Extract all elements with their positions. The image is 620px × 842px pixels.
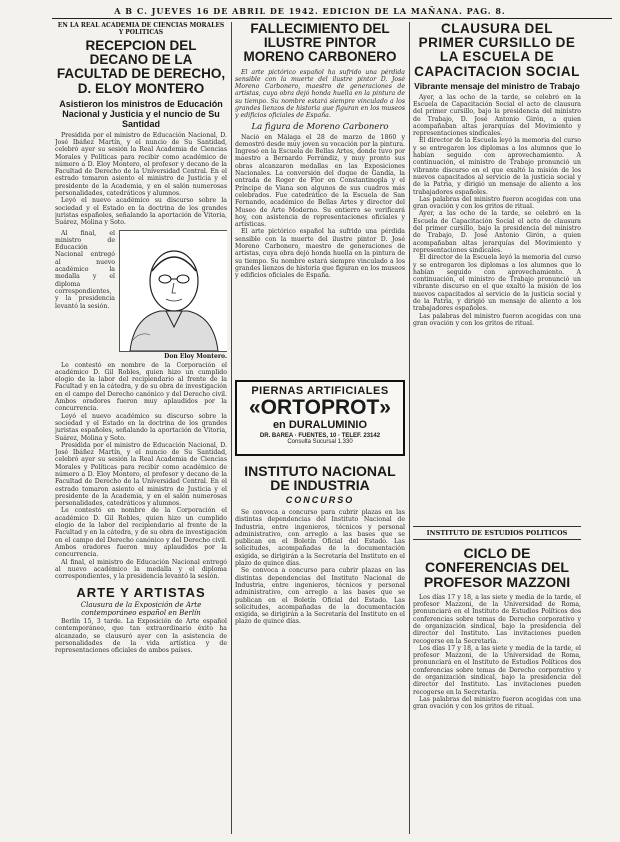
subheadline-concurso: CONCURSO bbox=[285, 494, 355, 505]
headline-montero: RECEPCION DEL DECANO DE LA FACULTAD DE DERECHO, D. ELOY MONTERO bbox=[56, 38, 226, 96]
column-1 bbox=[55, 22, 227, 832]
headline-moreno: FALLECIMIENTO DEL ILUSTRE PINTOR MORENO CARBONERO bbox=[243, 22, 397, 65]
headline-instituto: INSTITUTO NACIONAL DE INDUSTRIA bbox=[244, 462, 396, 494]
column-divider bbox=[231, 22, 232, 834]
article-text-ciclo: Los días 17 y 18, a las siete y media de la tarde, el profesor Mazzoni, de la Universidad de Roma, pronunciará en el Instituto de Estudios Políticos dos conferencias sobre temas de Derecho corporativo y de organización sindical, bajo la presidencia del director del Instituto. Las invitaciones pueden recogerse en la Secretaría. Los días 17 y 18, a las siete y media de la tarde, el profesor Mazzoni, de la Universidad de Roma, pronunciará en el Instituto de Estudios Políticos dos conferencias sobre temas de Derecho corporativo y de organización sindical, bajo la presidencia del director del Instituto. Las invitaciones pueden recogerse en la Secretaría. Las palabras del ministro fueron acogidas con una gran ovación y con los gritos de ritual. bbox=[413, 593, 581, 711]
article-text: Presidida por el ministro de Educación Nacional, D. José Ibáñez Martín, y el nuncio de Su Santidad, celebró ayer su sesión la Real Academia de Ciencias Morales y Políticas para recibir como académico de número a D. Eloy Montero, el profesor y decano de la Facultad de Derecho de la Universidad Central. En el estrado tomaron asiento el ministro de Justicia y el presidente de la Academia, y en el salón numerosas personalidades, catedráticos y alumnos. Leyó el nuevo académico su discurso sobre la sociedad y el Estado en la doctrina de los grandes juristas españoles, señalando la aportación de Vitoria, Suárez, Molina y Soto. bbox=[55, 131, 227, 227]
article-text-side: Al final, el ministro de Educación Nacional entregó al nuevo académico la medalla y el diploma correspondientes, y la presidencia levantó la sesión. bbox=[55, 229, 115, 310]
kicker-instituto-estudios: INSTITUTO DE ESTUDIOS POLITICOS bbox=[426, 528, 568, 537]
column-divider bbox=[409, 22, 410, 834]
column-3 bbox=[413, 22, 581, 832]
article-text-instituto: Se convoca a concurso para cubrir plazas en las distintas dependencias del Instituto Nacional de Industria, entre ingenieros, técnicos y personal administrativo, con arreglo a las bases que se publican en el Boletín Oficial del Estado. Las solicitudes, acompañadas de la documentación exigida, se dirigirán a la Secretaría del Instituto en el plazo de quince días. Se convoca a concurso para cubrir plazas en las distintas dependencias del Instituto Nacional de Industria, entre ingenieros, técnicos y personal administrativo, con arreglo a las bases que se publican en el Boletín Oficial del Estado. Las solicitudes, acompañadas de la documentación exigida, se dirigirán a la Secretaría del Instituto en el plazo de quince días. bbox=[235, 508, 405, 626]
headline-clausura: CLAUSURA DEL PRIMER CURSILLO DE LA ESCUELA DE CAPACITACION SOCIAL bbox=[414, 22, 580, 79]
subheadline-arte: Clausura de la Exposición de Arte contemporáneo español en Berlín bbox=[80, 601, 202, 618]
column-2 bbox=[235, 22, 405, 832]
section-rule bbox=[413, 526, 581, 527]
header-rule bbox=[52, 18, 612, 19]
page-header: A B C. JUEVES 16 DE ABRIL DE 1942. EDICION DE LA MAÑANA. PAG. 8. bbox=[114, 6, 506, 16]
headline-ciclo: CICLO DE CONFERENCIAS DEL PROFESOR MAZZONI bbox=[423, 544, 571, 591]
section-rule bbox=[413, 539, 581, 540]
article-text-2: Le contestó en nombre de la Corporación el académico D. Gil Robles, quien hizo un cumplido elogio de la labor del recipiendario al frente de la Facultad y en la cátedra, y de su obra de investigación en el campo del Derecho canónico y del Derecho civil. Ambos oradores fueron muy aplaudidos por la concurrencia. Leyó el nuevo académico su discurso sobre la sociedad y el Estado en la doctrina de los grandes juristas españoles, señalando la aportación de Vitoria, Suárez, Molina y Soto. Presidida por el ministro de Educación Nacional, D. José Ibáñez Martín, y el nuncio de Su Santidad, celebró ayer su sesión la Real Academia de Ciencias Morales y Políticas para recibir como académico de número a D. Eloy Montero, el profesor y decano de la Facultad de Derecho de la Universidad Central. En el estrado tomaron asiento el ministro de Justicia y el presidente de la Academia, y en el salón numerosas personalidades, catedráticos y alumnos. Le contestó en nombre de la Corporación el académico D. Gil Robles, quien hizo un cumplido elogio de la labor del recipiendario al frente de la Facultad y en la cátedra, y de su obra de investigación en el campo del Derecho canónico y del Derecho civil. Ambos oradores fueron muy aplaudidos por la concurrencia. Al final, el ministro de Educación Nacional entregó al nuevo académico la medalla y el diploma correspondientes, y la presidencia levantó la sesión. bbox=[55, 361, 227, 581]
article-text-clausura: Ayer, a las ocho de la tarde, se celebró en la Escuela de Capacitación Social el acto de clausura del primer cursillo, bajo la presidencia del ministro de Trabajo, D. José Antonio Girón, a quien acompañaban altas jerarquías del Movimiento y representaciones sindicales. El director de la Escuela leyó la memoria del curso y se entregaron los diplomas a los alumnos que lo habían seguido con aprovechamiento. A continuación, el ministro de Trabajo pronunció un vibrante discurso en el que exaltó la misión de los nuevos capacitados al servicio de la justicia social y de la Patria, y dirigió un mensaje de aliento a los trabajadores españoles. Las palabras del ministro fueron acogidas con una gran ovación y con los gritos de ritual. Ayer, a las ocho de la tarde, se celebró en la Escuela de Capacitación Social el acto de clausura del primer cursillo, bajo la presidencia del ministro de Trabajo, D. José Antonio Girón, a quien acompañaban altas jerarquías del Movimiento y representaciones sindicales. El director de la Escuela leyó la memoria del curso y se entregaron los diplomas a los alumnos que lo habían seguido con aprovechamiento. A continuación, el ministro de Trabajo pronunció un vibrante discurso en el que exaltó la misión de los nuevos capacitados al servicio de la justicia social y de la Patria, y dirigió un mensaje de aliento a los trabajadores españoles. Las palabras del ministro fueron acogidas con una gran ovación y con los gritos de ritual. bbox=[413, 93, 581, 327]
advertisement-ortoprot: PIERNAS ARTIFICIALES «ORTOPROT» en DURALUMINIO DR. BAREA · FUENTES, 10 · TELEF. 23142 Consulta Sucursal 1.330 bbox=[235, 380, 405, 456]
subheadline-figura: La figura de Moreno Carbonero bbox=[251, 121, 389, 132]
headline-arte: ARTE Y ARTISTAS bbox=[76, 585, 206, 601]
article-intro: El arte pictórico español ha sufrido una pérdida sensible con la muerte del ilustre pintor D. José Moreno Carbonero, maestro de generaciones de artistas, cuya obra dejó honda huella en la pintura de su tiempo. Su nombre estará siempre vinculado a los grandes lienzos de historia que figuran en los museos y edificios oficiales de España. bbox=[235, 68, 405, 120]
kicker: EN LA REAL ACADEMIA DE CIENCIAS MORALES Y POLITICAS bbox=[57, 22, 225, 36]
subheadline-montero: Asistieron los ministros de Educación Nacional y Justicia y el nuncio de Su Santidad bbox=[59, 98, 223, 129]
subheadline-mensaje: Vibrante mensaje del ministro de Trabajo bbox=[414, 80, 580, 91]
portrait-eloy-montero bbox=[119, 230, 227, 352]
article-text-arte: Berlín 15, 3 tarde. La Exposición de Arte español contemporáneo, que tan extraordinario éxito ha alcanzado, se clausuró ayer con la asistencia de personalidades de la vida artística y de representaciones oficiales de ambos países. bbox=[55, 618, 227, 655]
article-text-moreno: Nació en Málaga el 28 de marzo de 1860 y demostró desde muy joven su vocación por la pintura. Ingresó en la Escuela de Bellas Artes, donde tuvo por maestro a Bernardo Ferrándiz, y muy pronto sus obras alcanzaron medallas en las Exposiciones Nacionales. La conversión del duque de Gandía, la entrada de Roger de Flor en Constantinopla y el Príncipe de Viana son algunos de sus cuadros más celebrados. Fue catedrático de la Escuela de San Fernando, académico de Bellas Artes y director del Museo de Arte Moderno. Su entierro se verificará hoy, con asistencia de representaciones oficiales y artísticas. El arte pictórico español ha sufrido una pérdida sensible con la muerte del ilustre pintor D. José Moreno Carbonero, maestro de generaciones de artistas, cuya obra dejó honda huella en la pintura de su tiempo. Su nombre estará siempre vinculado a los grandes lienzos de historia que figuran en los museos y edificios oficiales de España. bbox=[235, 133, 405, 280]
portrait-caption: Don Eloy Montero. bbox=[164, 352, 227, 360]
